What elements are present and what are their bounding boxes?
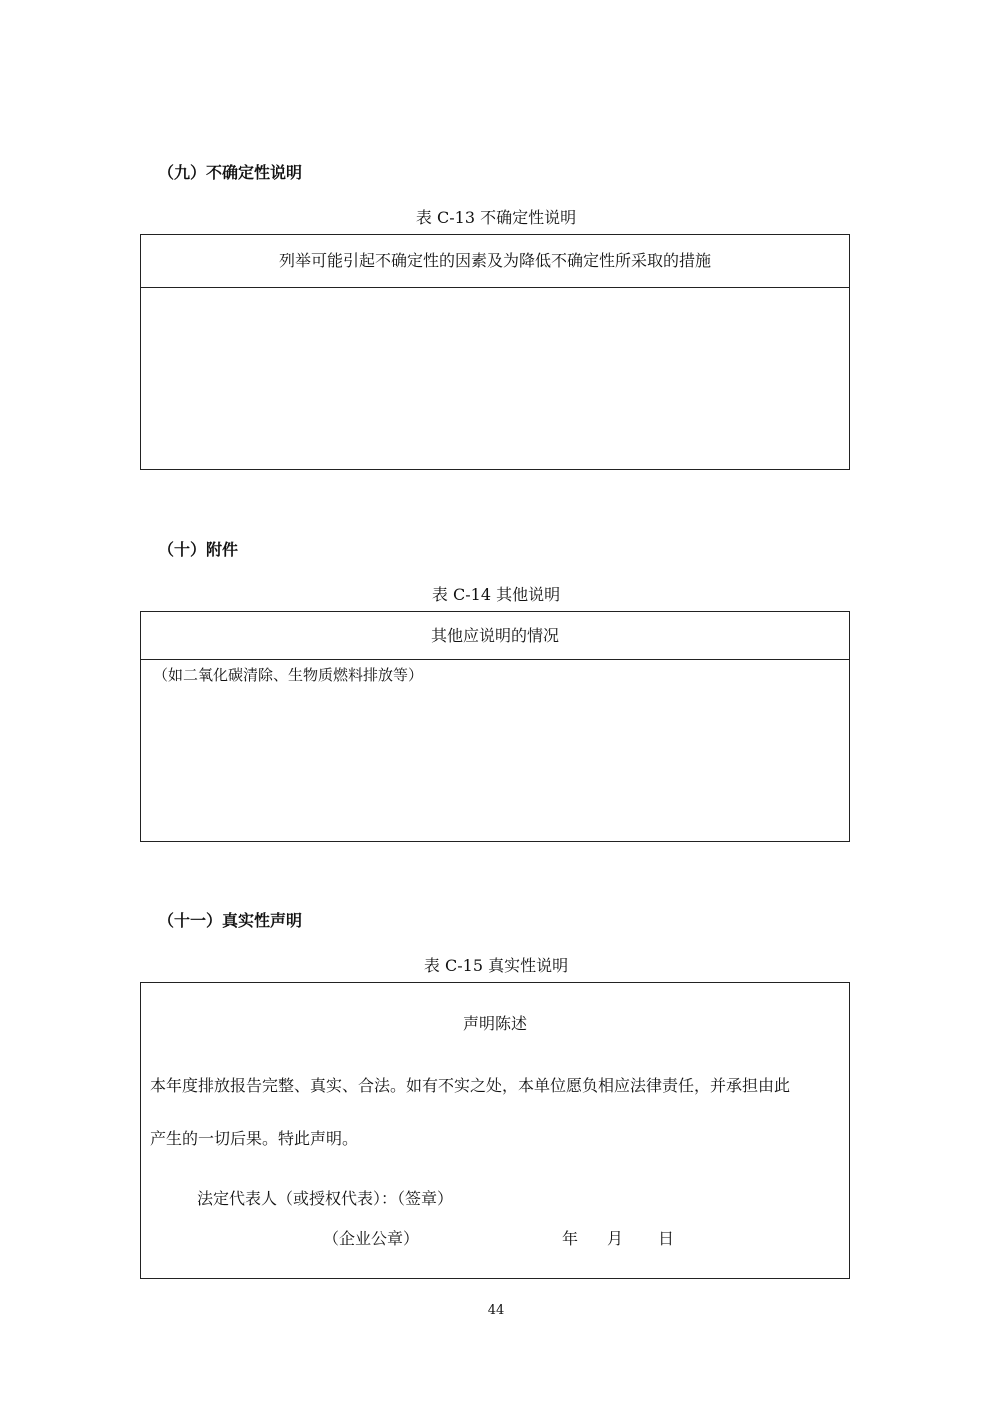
table-c15-caption: 表 C-15 真实性说明	[423, 956, 569, 975]
declaration-line-2: 产生的一切后果。特此声明。	[150, 1129, 359, 1148]
section-11-heading: （十一）真实性声明	[158, 911, 303, 930]
table-c13-caption: 表 C-13 不确定性说明	[415, 208, 577, 227]
signature-label: 法定代表人（或授权代表）：（签章）	[197, 1189, 454, 1208]
company-seal-label: （企业公章）	[323, 1229, 420, 1248]
date-month-label: 月	[607, 1229, 624, 1248]
table-c13	[140, 234, 850, 470]
section-9-heading: （九）不确定性说明	[158, 163, 303, 182]
table-c14-header: 其他应说明的情况	[141, 612, 849, 660]
table-c14	[140, 611, 850, 842]
table-c14-caption: 表 C-14 其他说明	[431, 585, 561, 604]
date-year-label: 年	[562, 1229, 579, 1248]
declaration-line-1: 本年度排放报告完整、真实、合法。如有不实之处，本单位愿负相应法律责任，并承担由此	[150, 1076, 791, 1095]
table-c15	[140, 982, 850, 1279]
date-day-label: 日	[658, 1229, 675, 1248]
section-10-heading: （十）附件	[158, 540, 239, 559]
declaration-title: 声明陈述	[462, 1014, 527, 1033]
table-c14-note: （如二氧化碳清除、生物质燃料排放等）	[153, 666, 424, 684]
table-c13-header: 列举可能引起不确定性的因素及为降低不确定性所采取的措施	[141, 235, 849, 288]
page-number: 44	[487, 1303, 505, 1318]
